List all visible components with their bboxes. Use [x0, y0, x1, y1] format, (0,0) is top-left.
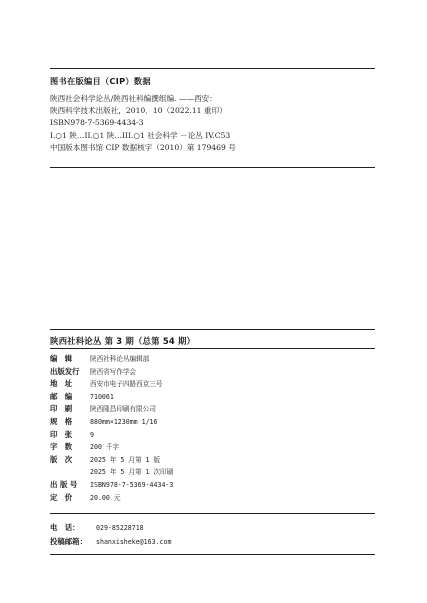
- info-value: 200 千字: [90, 443, 120, 452]
- info-label: 出 版 号: [50, 479, 78, 489]
- info-value: 2025 年 5 月第 1 版: [90, 455, 161, 464]
- cip-line: ISBN978-7-5369-4434-3: [50, 118, 144, 128]
- cip-title: 图书在版编目（CIP）数据: [50, 76, 151, 86]
- top-rule: [50, 68, 375, 69]
- contact-label: 电 话：: [50, 523, 80, 532]
- email-address: shanxisheke@163.com: [96, 538, 172, 546]
- contact-label: 投稿邮箱：: [50, 537, 87, 546]
- info-value: 陕西隆昌印刷有限公司: [90, 405, 156, 414]
- info-value: 陕西社科论丛编辑部: [90, 355, 150, 363]
- info-row-postcode: [50, 391, 380, 404]
- info-label: 邮 编: [50, 391, 73, 401]
- info-row-sheets: [50, 429, 380, 442]
- info-label: 规 格: [50, 416, 73, 426]
- info-label: 版 次: [50, 454, 73, 464]
- info-value: 880mm×1230mm 1/16: [90, 417, 158, 426]
- contact-row-phone: [50, 522, 380, 536]
- info-row-printing: [50, 466, 380, 479]
- contact-info: [50, 522, 380, 550]
- contact-row-email: [50, 536, 380, 550]
- info-label: 定 价: [50, 492, 73, 502]
- series-bottom-rule: [50, 348, 375, 349]
- info-label: 印 张: [50, 429, 73, 439]
- info-value: 710061: [90, 392, 114, 401]
- info-label: 编 辑: [50, 354, 73, 363]
- cip-line: 陕西社会科学论丛/陕西社科编撰组编. ——西安：: [50, 94, 217, 103]
- info-label: 印 刷: [50, 404, 73, 414]
- cip-line: I.○1 陕…II.○1 陕…III.○1 社会科学 －论丛 IV.C53: [50, 130, 231, 140]
- cip-bottom-rule: [50, 167, 375, 168]
- info-label: 出版发行: [50, 366, 80, 376]
- info-bottom-rule: [50, 513, 375, 514]
- info-value: 9: [90, 430, 94, 439]
- publication-info: [50, 353, 380, 504]
- cip-line: 中国版本图书馆 CIP 数据核字（2010）第 179469 号: [50, 142, 236, 152]
- info-value: 陕西省写作学会: [90, 367, 137, 376]
- info-row-edition: [50, 454, 380, 467]
- info-row-publisher: [50, 366, 380, 379]
- info-value: ISBN978-7-5369-4434-3: [90, 480, 174, 489]
- info-value: 2025 年 5 月第 1 次印刷: [90, 468, 174, 477]
- bottom-rule: [50, 554, 375, 555]
- series-title: 陕西社科论丛 第 3 期（总第 54 期）: [50, 336, 196, 346]
- cip-line: 陕西科学技术出版社，2010．10（2022.11 重印）: [50, 106, 227, 116]
- info-row-editor: [50, 353, 380, 366]
- info-row-printer: [50, 403, 380, 416]
- info-row-address: [50, 378, 380, 391]
- info-value: 西安市电子四路西京三号: [90, 380, 163, 389]
- cip-block: [50, 75, 380, 154]
- info-row-format: [50, 416, 380, 429]
- series-top-rule: [50, 329, 375, 330]
- info-value: 20.00 元: [90, 493, 121, 502]
- info-row-price: [50, 492, 380, 505]
- info-label: 地 址: [50, 379, 73, 389]
- info-row-isbn: [50, 479, 380, 492]
- info-label: 字 数: [50, 442, 73, 452]
- info-row-wordcount: [50, 441, 380, 454]
- phone-number: 029-85228718: [96, 524, 144, 532]
